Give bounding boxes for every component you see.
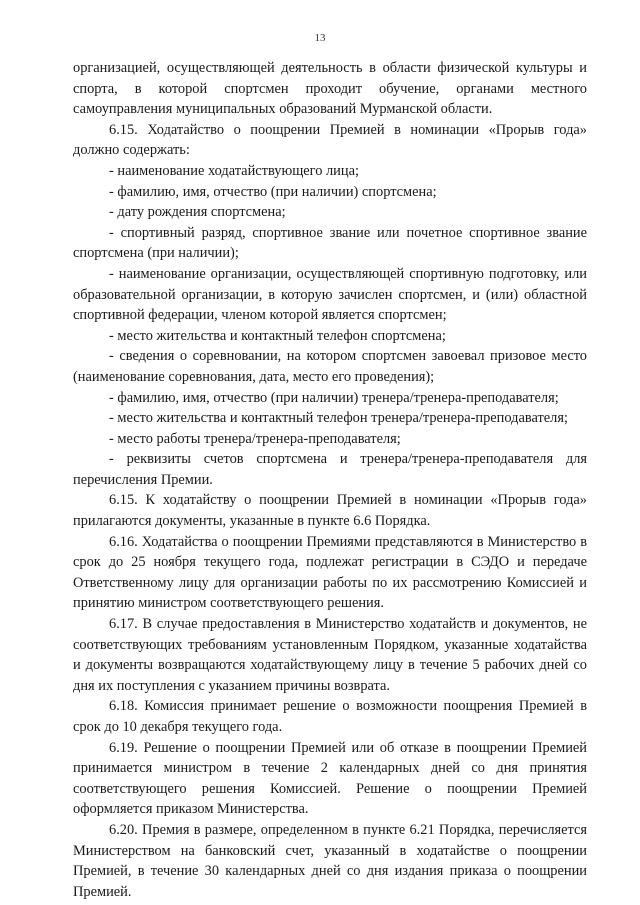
list-item: - место жительства и контактный телефон спортсмена;	[109, 327, 446, 344]
document-body	[73, 58, 587, 902]
list-item: - место жительства и контактный телефон тренера/тренера-преподавателя;	[109, 410, 568, 427]
list-item: - сведения о соревновании, на котором спортсмен завоевал призовое место (наименование соревнования, дата, место его проведения);	[73, 348, 587, 385]
page-number: 13	[314, 32, 326, 44]
paragraph: 6.20. Премия в размере, определенном в пункте 6.21 Порядка, перечисляется Министерством на банковский счет, указанный в ходатайстве о поощрении Премией, в течение 30 календарных дней со дня издания приказа о поощрении Премией.	[73, 821, 587, 900]
paragraph: 6.15. К ходатайству о поощрении Премией в номинации «Прорыв года» прилагаются документы, указанные в пункте 6.6 Порядка.	[73, 492, 587, 530]
paragraph: 6.19. Решение о поощрении Премией или об отказе в поощрении Премией принимается министром в течение 2 календарных дней со дня принятия соответствующего решения Комиссией. Решение о поощрении Премией оформляется приказом Министерства.	[73, 739, 587, 818]
paragraph: 6.17. В случае предоставления в Министерство ходатайств и документов, не соответствующих требованиям установленным Порядком, указанные ходатайства и документы возвращаются ходатайствующему лицу в течение 5 рабочих дней со дня их поступления с указанием причины возврата.	[73, 616, 587, 694]
paragraph: организацией, осуществляющей деятельность в области физической культуры и спорта, в которой спортсмен проходит обучение, органами местного самоуправления муниципальных образований Мурманской области.	[73, 60, 587, 118]
list-item: - реквизиты счетов спортсмена и тренера/тренера-преподавателя для перечисления Премии.	[73, 451, 587, 488]
list-item: - спортивный разряд, спортивное звание или почетное спортивное звание спортсмена (при наличии);	[73, 224, 587, 262]
list-item: - дату рождения спортсмена;	[109, 204, 286, 221]
paragraph: 6.18. Комиссия принимает решение о возможности поощрения Премией в срок до 10 декабря текущего года.	[73, 698, 587, 735]
paragraph: 6.15. Ходатайство о поощрении Премией в номинации «Прорыв года» должно содержать:	[73, 121, 587, 159]
list-item: - фамилию, имя, отчество (при наличии) спортсмена;	[109, 183, 437, 200]
list-item: - место работы тренера/тренера-преподавателя;	[109, 430, 401, 447]
list-item: - фамилию, имя, отчество (при наличии) тренера/тренера-преподавателя;	[109, 389, 559, 406]
paragraph: 6.16. Ходатайства о поощрении Премиями представляются в Министерство в срок до 25 ноября текущего года, подлежат регистрации в СЭДО и передаче Ответственному лицу для организации работы по их рассмотрению Комиссией и принятию министром соответствующего решения.	[73, 533, 587, 612]
list-item: - наименование организации, осуществляющей спортивную подготовку, или образовательной организации, в которую зачислен спортсмен, и (или) областной спортивной федерации, членом которой является спортсмен;	[73, 265, 587, 324]
list-item: - наименование ходатайствующего лица;	[109, 162, 359, 179]
